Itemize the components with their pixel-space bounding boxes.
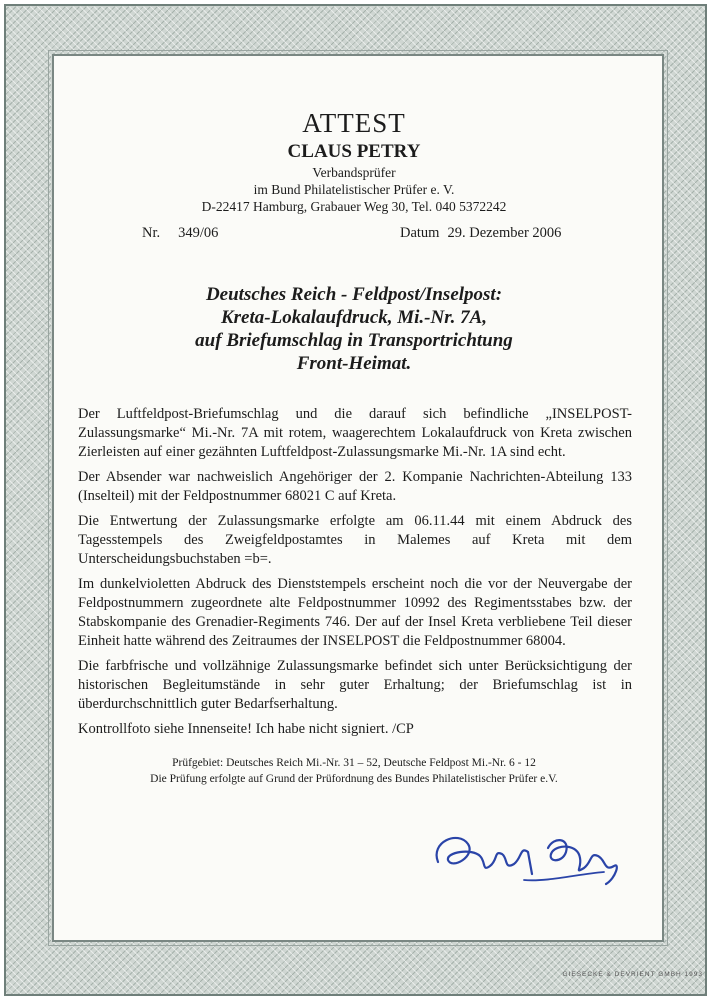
examiner-role: Verbandsprüfer <box>312 165 396 180</box>
certificate-footer <box>62 755 646 787</box>
certificate-content <box>62 62 646 928</box>
examiner-association: im Bund Philatelistischer Prüfer e. V. <box>253 182 455 197</box>
body-paragraph: Der Luftfeldpost-Briefumschlag und die darauf sich befindliche „INSELPOST-Zulassungsmarke“ Mi.-Nr. 7A mit rotem, waagerechtem Lokalaufdruck von Kreta zwischen Zierleisten auf einer gezähnten Luftfeldpost-Zulassungsmarke Mi.-Nr. 1A sind echt. <box>78 406 632 460</box>
body-paragraph: Die farbfrische und vollzähnige Zulassungsmarke befindet sich unter Berücksichtigung der historischen Begleitumstände in sehr guter Erhaltung; der Briefumschlag ist in überdurchschnittlich guter Bedarfserhaltung. <box>78 658 632 712</box>
letterhead <box>62 108 646 215</box>
certificate-body <box>62 405 646 739</box>
examination-scope: Prüfgebiet: Deutsches Reich Mi.-Nr. 31 – 52, Deutsche Feldpost Mi.-Nr. 6 - 12 <box>172 757 536 769</box>
printer-imprint: GIESECKE & DEVRIENT GMBH 1993 <box>562 971 703 978</box>
signature-graphic <box>428 822 628 892</box>
date-label: Datum <box>400 225 440 241</box>
examiner-name: CLAUS PETRY <box>287 141 421 162</box>
examiner-address: D-22417 Hamburg, Grabauer Weg 30, Tel. 040 5372242 <box>201 199 507 214</box>
examination-rules: Die Prüfung erfolgte auf Grund der Prüfordnung des Bundes Philatelistischer Prüfer e.V. <box>150 773 558 785</box>
certificate-number <box>142 225 218 242</box>
body-paragraph: Die Entwertung der Zulassungsmarke erfolgte am 06.11.44 mit einem Abdruck des Tagesstempels des Zweigfeldpostamtes in Malemes auf Kreta mit dem Unterscheidungsbuchstaben =b=. <box>78 513 632 567</box>
certificate-date <box>400 225 561 242</box>
date-value: 29. Dezember 2006 <box>447 225 562 241</box>
number-value: 349/06 <box>178 225 219 241</box>
number-label: Nr. <box>142 225 161 241</box>
signature-stroke <box>437 838 532 874</box>
document-title: ATTEST <box>302 108 406 138</box>
subject-line: Deutsches Reich - Feldpost/Inselpost: <box>205 284 503 305</box>
subject-line: Front-Heimat. <box>296 353 412 374</box>
closing-note: Kontrollfoto siehe Innenseite! Ich habe nicht signiert. /CP <box>78 721 414 737</box>
subject-heading <box>62 283 646 375</box>
subject-line: Kreta-Lokalaufdruck, Mi.-Nr. 7A, <box>220 307 488 328</box>
signature-underline <box>524 872 604 880</box>
body-paragraph: Im dunkelvioletten Abdruck des Dienststempels erscheint noch die vor der Neuvergabe der Feldpostnummern zugeordnete alte Feldpostnummer 10992 des Regimentsstabes bzw. der Stabskompanie des Grenadier-Regiments 746. Der auf der Insel Kreta verbliebene Teil dieser Einheit hatte während des Zeitraumes der INSELPOST die Feldpostnummer 68004. <box>78 576 632 649</box>
subject-line: auf Briefumschlag in Transportrichtung <box>195 330 513 351</box>
certificate-meta <box>62 225 646 247</box>
body-paragraph: Der Absender war nachweislich Angehöriger der 2. Kompanie Nachrichten-Abteilung 133 (Inselteil) mit der Feldpostnummer 68021 C auf Kreta. <box>78 469 632 504</box>
